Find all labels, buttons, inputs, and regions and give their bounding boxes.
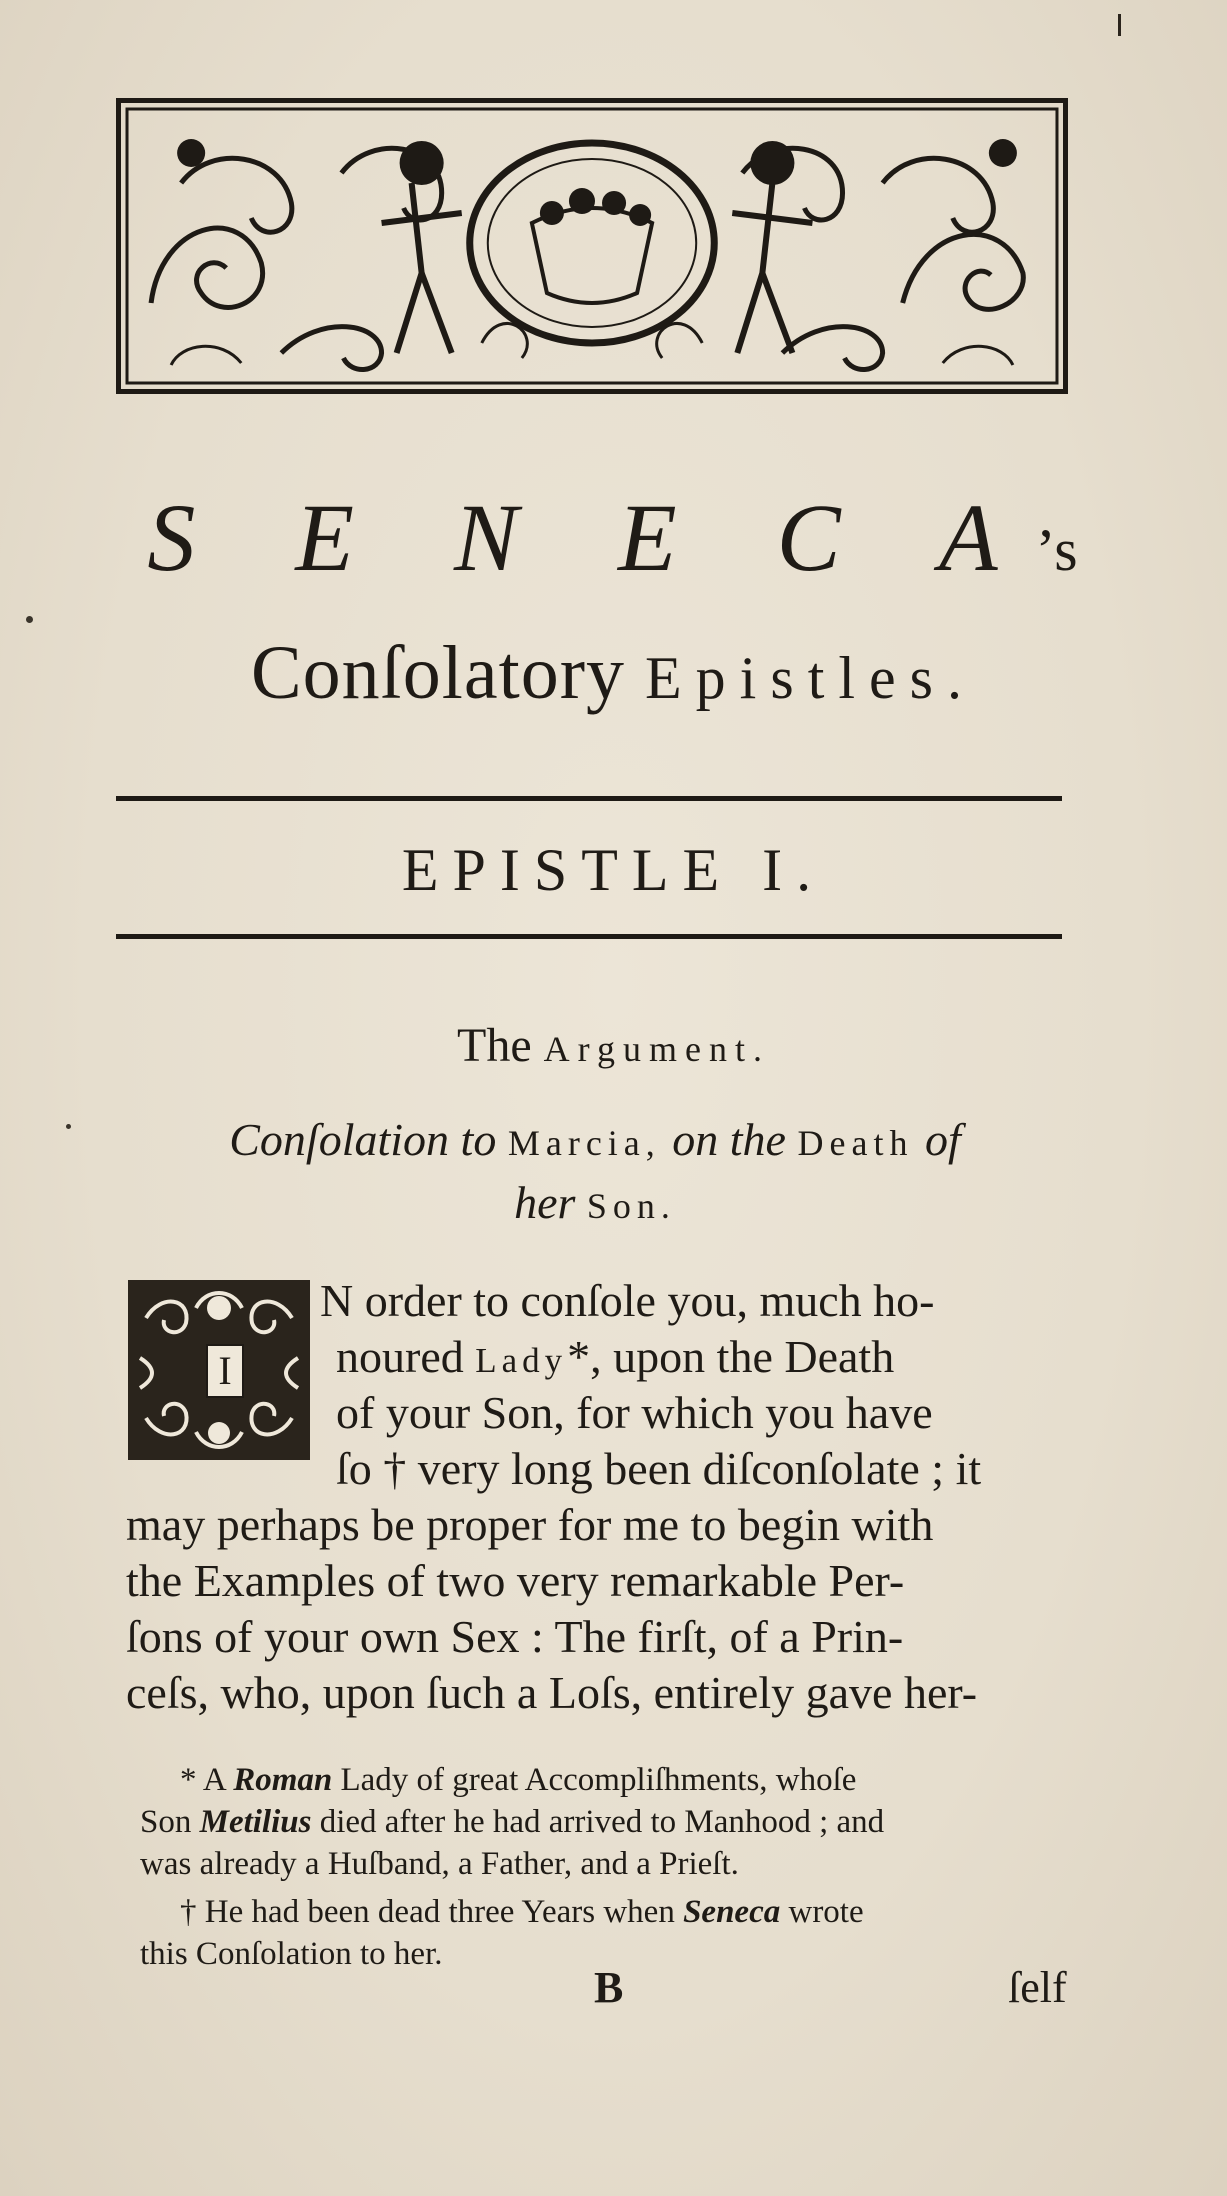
footnote-text: * A <box>180 1762 225 1798</box>
body-line <box>336 1330 894 1383</box>
summary-italic: on the <box>672 1114 786 1165</box>
footnote-text: † He had been dead three Years when <box>180 1894 675 1930</box>
footnote-1-line-2 <box>140 1804 884 1841</box>
ink-speck <box>66 1124 71 1129</box>
ink-speck <box>26 616 33 623</box>
argument-summary <box>120 1110 1070 1236</box>
summary-line-1 <box>120 1110 1070 1173</box>
divider-rule-bottom <box>116 934 1062 939</box>
footnote-text: Son <box>140 1804 192 1840</box>
title-possessive: ’s <box>1035 517 1080 583</box>
footnote-italic: Metilius <box>199 1804 312 1840</box>
argument-the: The <box>457 1019 532 1072</box>
footnote-2-line-1 <box>180 1894 864 1931</box>
subtitle-word: Conſolatory <box>250 631 626 715</box>
summary-caps: Son. <box>586 1186 676 1226</box>
epistle-heading: EPISTLE I. <box>401 837 826 903</box>
footnote-italic: Seneca <box>683 1894 781 1930</box>
title-name: S E N E C A <box>147 484 1036 591</box>
summary-caps: Death <box>797 1123 914 1163</box>
body-line: ſo † very long been diſconſolate ; it <box>336 1443 982 1494</box>
body-line: of your Son, for which you have <box>336 1387 933 1438</box>
headpiece-ornament <box>116 98 1068 394</box>
body-line: N order to conſole you, much ho- <box>320 1275 935 1326</box>
argument-heading <box>0 1018 1227 1073</box>
summary-italic: her <box>514 1177 576 1228</box>
book-title <box>0 482 1227 593</box>
catchword: ſelf <box>1008 1963 1067 2012</box>
initial-letter: I <box>206 1344 244 1398</box>
subtitle-caps: Epistles. <box>645 645 977 711</box>
footnote-1-line-3: was already a Huſband, a Father, and a Prieſt. <box>140 1846 739 1882</box>
body-line: ceſs, who, upon ſuch a Loſs, entirely gave her- <box>126 1667 978 1718</box>
ornament-scrollwork-graphic <box>121 103 1063 389</box>
book-subtitle <box>0 630 1227 717</box>
summary-name: Marcia, <box>507 1123 661 1163</box>
body-text: noured <box>336 1331 464 1382</box>
body-text: *, upon the Death <box>567 1331 895 1382</box>
footnote-text: died after he had arrived to Manhood ; and <box>319 1804 885 1840</box>
summary-italic: of <box>924 1114 961 1165</box>
footnote-text: Lady of great Accompliſhments, whoſe <box>340 1762 857 1798</box>
summary-italic: Conſolation to <box>229 1114 497 1165</box>
body-line: ſons of your own Sex : The firſt, of a Prin- <box>126 1611 904 1662</box>
summary-line-2 <box>120 1173 1070 1236</box>
divider-rule-top <box>116 796 1062 801</box>
body-line: may perhaps be proper for me to begin with <box>126 1499 934 1550</box>
page-mark <box>1118 14 1121 36</box>
footnote-italic: Roman <box>233 1762 333 1798</box>
footnote-text: wrote <box>788 1894 864 1930</box>
body-caps: Lady <box>475 1341 568 1380</box>
footnote-2-line-2: this Conſolation to her. <box>140 1936 443 1972</box>
argument-word: Argument. <box>543 1029 770 1069</box>
signature-mark: B <box>594 1963 624 2012</box>
footnote-1-line-1 <box>180 1762 856 1799</box>
body-line: the Examples of two very remarkable Per- <box>126 1555 905 1606</box>
